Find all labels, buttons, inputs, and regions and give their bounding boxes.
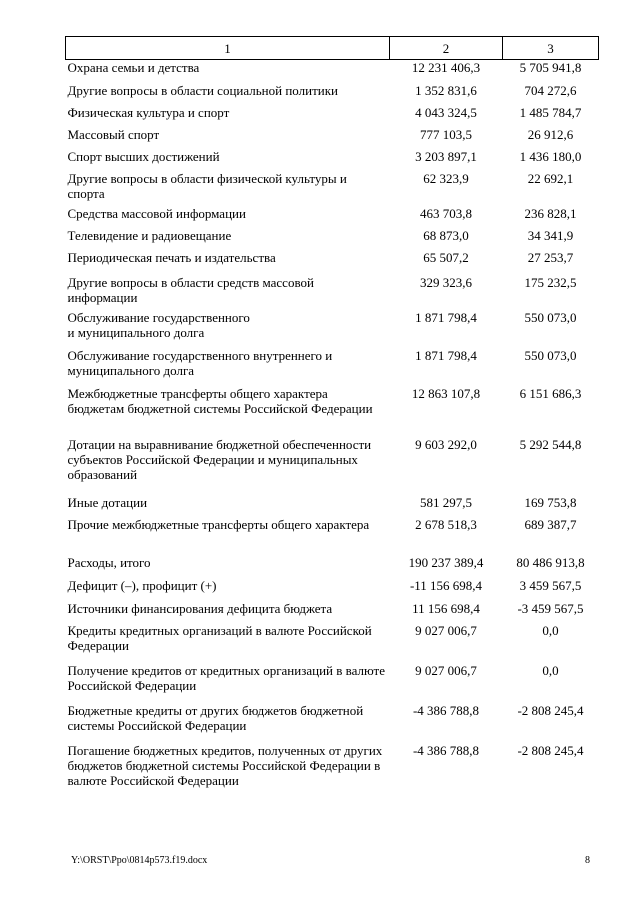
row-value-col-2: 11 156 698,4 [412, 600, 480, 616]
row-name: Обслуживание государственного внутреннего и муниципального долга [67, 347, 333, 378]
row-value-col-3: -2 808 245,4 [517, 742, 584, 758]
row-name: Дотации на выравнивание бюджетной обеспеченности субъектов Российской Федерации и муниципальных образований [67, 436, 372, 482]
table-row [66, 623, 599, 663]
row-name: Другие вопросы в области средств массовой информации [67, 274, 314, 305]
row-value-col-2: 1 871 798,4 [415, 309, 477, 325]
table-row [66, 60, 599, 83]
row-name: Периодическая печать и издательства [67, 249, 276, 265]
row-value-col-3: 236 828,1 [524, 205, 577, 221]
row-name: Бюджетные кредиты от других бюджетов бюджетной системы Российской Федерации [67, 702, 364, 733]
table-row [66, 663, 599, 703]
row-value-col-3: -2 808 245,4 [517, 702, 584, 718]
table-row [66, 83, 599, 105]
row-name: Физическая культура и спорт [67, 104, 230, 120]
row-value-col-3: 704 272,6 [524, 82, 577, 98]
row-value-col-3: 1 485 784,7 [519, 104, 582, 120]
row-value-col-3: -3 459 567,5 [517, 600, 584, 616]
table-row [66, 601, 599, 623]
table-row [66, 171, 599, 206]
table-row [66, 386, 599, 437]
row-value-col-3: 0,0 [542, 662, 559, 678]
header-col-1: 1 [66, 37, 390, 60]
row-value-col-3: 3 459 567,5 [519, 577, 582, 593]
row-value-col-2: 1 871 798,4 [415, 347, 477, 363]
row-name: Средства массовой информации [67, 205, 246, 221]
row-value-col-2: 9 603 292,0 [415, 436, 477, 452]
table-row [66, 250, 599, 275]
row-name: Другие вопросы в области физической культуры и спорта [67, 170, 347, 201]
row-value-col-2: 777 103,5 [420, 126, 472, 142]
header-col-2: 2 [390, 37, 503, 60]
table-row [66, 105, 599, 127]
row-name: Кредиты кредитных организаций в валюте Российской Федерации [67, 622, 372, 653]
row-value-col-2: 65 507,2 [423, 249, 469, 265]
table-row [66, 228, 599, 250]
row-name: Дефицит (–), профицит (+) [67, 577, 217, 593]
row-value-col-2: -4 386 788,8 [412, 742, 480, 758]
table-row [66, 206, 599, 228]
footer-file-path: Y:\ORST\Ppo\0814p573.f19.docx [71, 855, 208, 866]
row-value-col-3: 175 232,5 [524, 274, 577, 290]
row-name: Источники финансирования дефицита бюджета [67, 600, 333, 616]
row-value-col-2: 3 203 897,1 [415, 148, 477, 164]
row-value-col-2: 12 863 107,8 [411, 385, 481, 401]
row-value-col-2: 1 352 831,6 [415, 82, 477, 98]
row-value-col-2: 62 323,9 [423, 170, 469, 186]
row-value-col-3: 0,0 [542, 622, 559, 638]
row-value-col-2: 2 678 518,3 [415, 516, 477, 532]
table-row [66, 743, 599, 818]
row-name: Получение кредитов от кредитных организаций в валюте Российской Федерации [67, 662, 385, 693]
row-value-col-3: 27 253,7 [527, 249, 574, 265]
table-row [66, 348, 599, 386]
row-value-col-3: 26 912,6 [527, 126, 574, 142]
table-row [66, 703, 599, 743]
table-row [66, 555, 599, 578]
table-row [66, 310, 599, 348]
row-name: Межбюджетные трансферты общего характера бюджетам бюджетной системы Российской Федерации [67, 385, 373, 416]
row-name: Иные дотации [67, 494, 148, 510]
row-value-col-2: 463 703,8 [420, 205, 472, 221]
row-name: Спорт высших достижений [67, 148, 220, 164]
row-value-col-2: -4 386 788,8 [412, 702, 480, 718]
table-row [66, 275, 599, 310]
row-value-col-3: 1 436 180,0 [519, 148, 582, 164]
row-name: Обслуживание государственного и муниципального долга [67, 309, 250, 340]
row-value-col-2: 581 297,5 [420, 494, 472, 510]
row-name: Другие вопросы в области социальной политики [67, 82, 338, 98]
row-name: Прочие межбюджетные трансферты общего характера [67, 516, 370, 532]
table-row [66, 495, 599, 517]
row-value-col-2: 9 027 006,7 [415, 622, 477, 638]
row-value-col-2: 329 323,6 [420, 274, 472, 290]
row-value-col-3: 5 292 544,8 [519, 436, 582, 452]
row-value-col-2: 12 231 406,3 [411, 60, 481, 75]
row-name: Охрана семьи и детства [67, 60, 200, 75]
header-col-3: 3 [503, 37, 599, 60]
row-value-col-2: 68 873,0 [423, 227, 469, 243]
row-value-col-3: 34 341,9 [527, 227, 574, 243]
row-value-col-2: -11 156 698,4 [409, 577, 483, 593]
table-row [66, 517, 599, 555]
row-value-col-2: 9 027 006,7 [415, 662, 477, 678]
footer-page-number: 8 [585, 855, 590, 866]
row-value-col-3: 22 692,1 [527, 170, 574, 186]
row-value-col-3: 550 073,0 [524, 347, 577, 363]
table-row [66, 127, 599, 149]
row-name: Расходы, итого [67, 554, 151, 570]
row-name: Телевидение и радиовещание [67, 227, 232, 243]
row-name: Массовый спорт [67, 126, 160, 142]
table-header-row [66, 37, 599, 60]
row-value-col-3: 5 705 941,8 [519, 60, 582, 75]
row-value-col-3: 689 387,7 [524, 516, 577, 532]
budget-table [65, 36, 599, 818]
row-value-col-3: 80 486 913,8 [516, 554, 585, 570]
table-row [66, 437, 599, 495]
row-value-col-3: 169 753,8 [524, 494, 577, 510]
row-value-col-3: 6 151 686,3 [519, 385, 582, 401]
row-value-col-2: 4 043 324,5 [415, 104, 477, 120]
row-value-col-2: 190 237 389,4 [408, 554, 484, 570]
table-row [66, 578, 599, 601]
row-value-col-3: 550 073,0 [524, 309, 577, 325]
row-name: Погашение бюджетных кредитов, полученных от других бюджетов бюджетной системы Российской Федерации в валюте Российской Федерации [67, 742, 383, 788]
table-row [66, 149, 599, 171]
table-body [66, 60, 599, 818]
